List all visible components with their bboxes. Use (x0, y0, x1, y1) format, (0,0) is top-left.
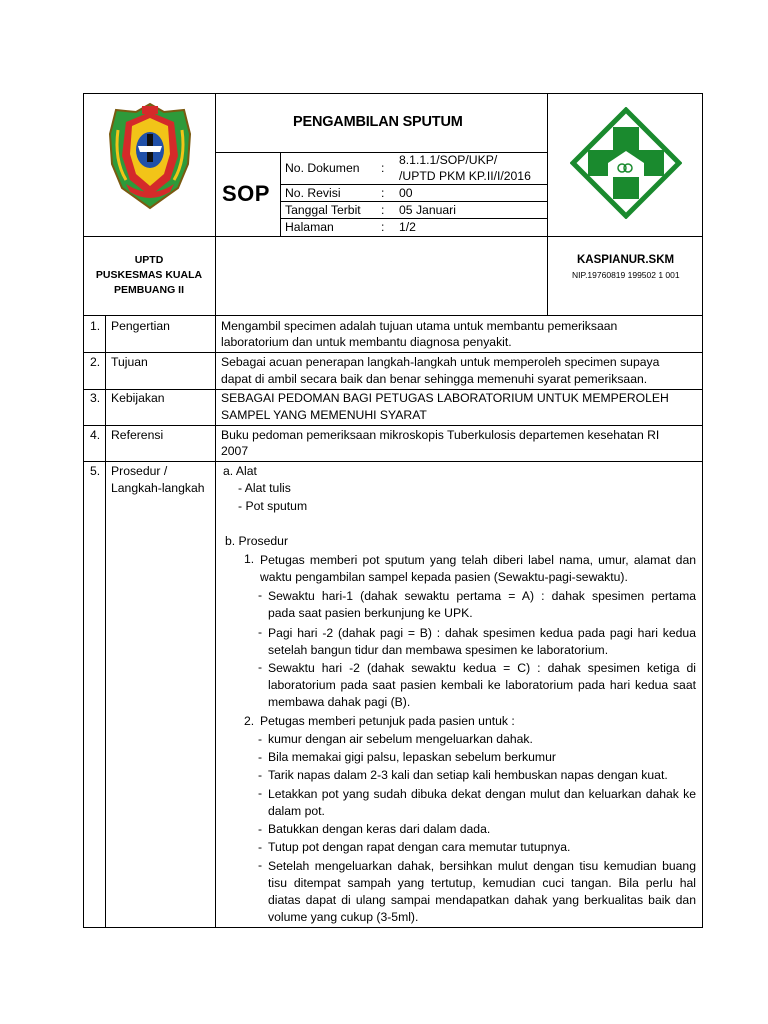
row-label-referensi: Referensi (111, 428, 164, 442)
text-line: tisu ditempat sampah yang tertutup, kemudian cuci tangan. Bila perlu hal (268, 876, 696, 890)
procedure-a-heading: a. Alat (223, 464, 257, 478)
header-divider-left (215, 93, 216, 316)
meta-label-tanggal-terbit: Tanggal Terbit (285, 203, 361, 217)
step-1-item (268, 660, 696, 711)
meta-line-2 (280, 201, 547, 202)
step-2-item: Bila memakai gigi palsu, lepaskan sebelum berkumur (268, 750, 556, 764)
text-line: Petugas memberi pot sputum yang telah diberi label nama, umur, alamat dan (260, 553, 696, 567)
step-number: 1. (244, 552, 255, 566)
org-line: UPTD (134, 254, 164, 266)
text-line: setelah bangun tidur dan membawa spesimen ke laboratorium. (268, 643, 609, 657)
list-dash: - (258, 750, 263, 764)
row-line (83, 389, 703, 390)
header-divider-right (547, 93, 548, 316)
row-content-line: 2007 (221, 444, 249, 458)
row-number: 2. (90, 355, 101, 369)
row-label-kebijakan: Kebijakan (111, 391, 165, 405)
row-line (83, 425, 703, 426)
text-line: volume yang cukup (3-5ml). (268, 910, 419, 924)
org-line: PEMBUANG II (113, 284, 184, 296)
text-line: Pagi hari -2 (dahak pagi = B) : dahak spesimen kedua pada pagi hari kedua (268, 626, 696, 640)
signer-nip: NIP.19760819 199502 1 001 (572, 270, 680, 280)
text-line: Letakkan pot yang sudah dibuka dekat dengan mulut dan keluarkan dahak ke (268, 787, 696, 801)
meta-label-no-dokumen: No. Dokumen (285, 161, 360, 175)
row-number: 3. (90, 391, 101, 405)
tool-item: - Pot sputum (238, 499, 308, 513)
header-divider-mid (83, 236, 703, 237)
meta-value-tanggal-terbit: 05 Januari (399, 203, 456, 217)
step-2-item: Batukkan dengan keras dari dalam dada. (268, 822, 491, 836)
meta-value-no-dokumen-1: 8.1.1.1/SOP/UKP/ (399, 153, 498, 167)
procedure-b-heading: b. Prosedur (225, 534, 289, 548)
text-line: pada saat pasien berkunjung ke UPK. (268, 606, 473, 620)
tool-item: - Alat tulis (238, 481, 291, 495)
list-dash: - (258, 858, 263, 872)
org-line: PUSKESMAS KUALA (95, 269, 203, 281)
row-label-prosedur: Prosedur / (111, 464, 168, 478)
list-dash: - (258, 768, 263, 782)
row-content-line: Sebagai acuan penerapan langkah-langkah untuk memperoleh specimen supaya (221, 355, 660, 369)
meta-sep: : (381, 203, 385, 217)
row-content-line: Mengambil specimen adalah tujuan utama untuk membantu pemeriksaan (221, 319, 618, 333)
step-1-text (260, 552, 696, 586)
col-divider-label (215, 316, 216, 928)
organization-name (83, 253, 215, 298)
row-number: 4. (90, 428, 101, 442)
row-number: 5. (90, 464, 101, 478)
step-number: 2. (244, 714, 255, 728)
row-number: 1. (90, 319, 101, 333)
step-1-item (268, 625, 696, 659)
sop-label: SOP (222, 181, 270, 206)
text-line: Sewaktu hari -2 (dahak sewaktu kedua = C) : dahak spesimen ketiga di (268, 661, 696, 675)
document-title: PENGAMBILAN SPUTUM (293, 114, 463, 130)
row-content-line: dapat di ambil secara baik dan benar sehingga memenuhi syarat pemeriksaan. (221, 372, 648, 386)
step-2-text: Petugas memberi petunjuk pada pasien untuk : (260, 714, 515, 728)
meta-value-no-revisi: 00 (399, 186, 413, 200)
list-dash: - (258, 840, 263, 854)
meta-sep: : (381, 161, 385, 175)
text-line: Sewaktu hari-1 (dahak sewaktu pertama = A) : dahak spesimen pertama (268, 589, 696, 603)
meta-line-3 (280, 218, 547, 219)
text-line: Setelah mengeluarkan dahak, bersihkan mulut dengan tisu kemudian buang (268, 859, 696, 873)
row-content-line: SAMPEL YANG MEMENUHI SYARAT (221, 408, 427, 422)
text-line: waktu pengambilan sampel kepada pasien (Sewaktu-pagi-sewaktu). (260, 570, 628, 584)
step-2-item (268, 786, 696, 820)
row-content-line: Buku pedoman pemeriksaan mikroskopis Tuberkulosis departemen kesehatan RI (221, 428, 660, 442)
step-2-item (268, 858, 696, 926)
row-content-line: SEBAGAI PEDOMAN BAGI PETUGAS LABORATORIUM UNTUK MEMPEROLEH (221, 391, 669, 405)
col-divider-num (105, 316, 106, 928)
text-line: laboratorium pada saat pasien kembali ke laboratorium pada hari kedua saat (268, 678, 696, 692)
row-label-tujuan: Tujuan (111, 355, 148, 369)
row-content-line: laboratorium dan untuk membantu diagnosa penyakit. (221, 335, 512, 349)
step-2-item: kumur dengan air sebelum mengeluarkan dahak. (268, 732, 533, 746)
row-line (83, 352, 703, 353)
row-line (83, 461, 703, 462)
list-dash: - (258, 732, 263, 746)
row-label-pengertian: Pengertian (111, 319, 170, 333)
puskesmas-logo-icon (570, 107, 682, 219)
text-line: membawa dahak pagi (B). (268, 695, 411, 709)
text-line: diatas dapat di ulang sampai mendapatkan dahak yang berkualitas baik dan (268, 893, 696, 907)
list-dash: - (258, 588, 263, 602)
step-2-item: Tarik napas dalam 2-3 kali dan setiap kali hembuskan napas dengan kuat. (268, 768, 668, 782)
signer-name: KASPIANUR.SKM (577, 254, 675, 266)
list-dash: - (258, 822, 263, 836)
meta-value-halaman: 1/2 (399, 220, 416, 234)
step-2-item: Tutup pot dengan rapat dengan cara memutar tutupnya. (268, 840, 571, 854)
meta-label-halaman: Halaman (285, 220, 334, 234)
list-dash: - (258, 625, 263, 639)
text-line: dalam pot. (268, 804, 325, 818)
meta-divider-left (280, 152, 281, 236)
regency-emblem-icon (104, 100, 196, 212)
list-dash: - (258, 786, 263, 800)
meta-value-no-dokumen-2: /UPTD PKM KP.II/I/2016 (399, 169, 531, 183)
row-label-prosedur: Langkah-langkah (111, 481, 205, 495)
list-dash: - (258, 660, 263, 674)
meta-sep: : (381, 186, 385, 200)
step-1-item (268, 588, 696, 622)
meta-sep: : (381, 220, 385, 234)
meta-line-1 (280, 184, 547, 185)
meta-label-no-revisi: No. Revisi (285, 186, 341, 200)
